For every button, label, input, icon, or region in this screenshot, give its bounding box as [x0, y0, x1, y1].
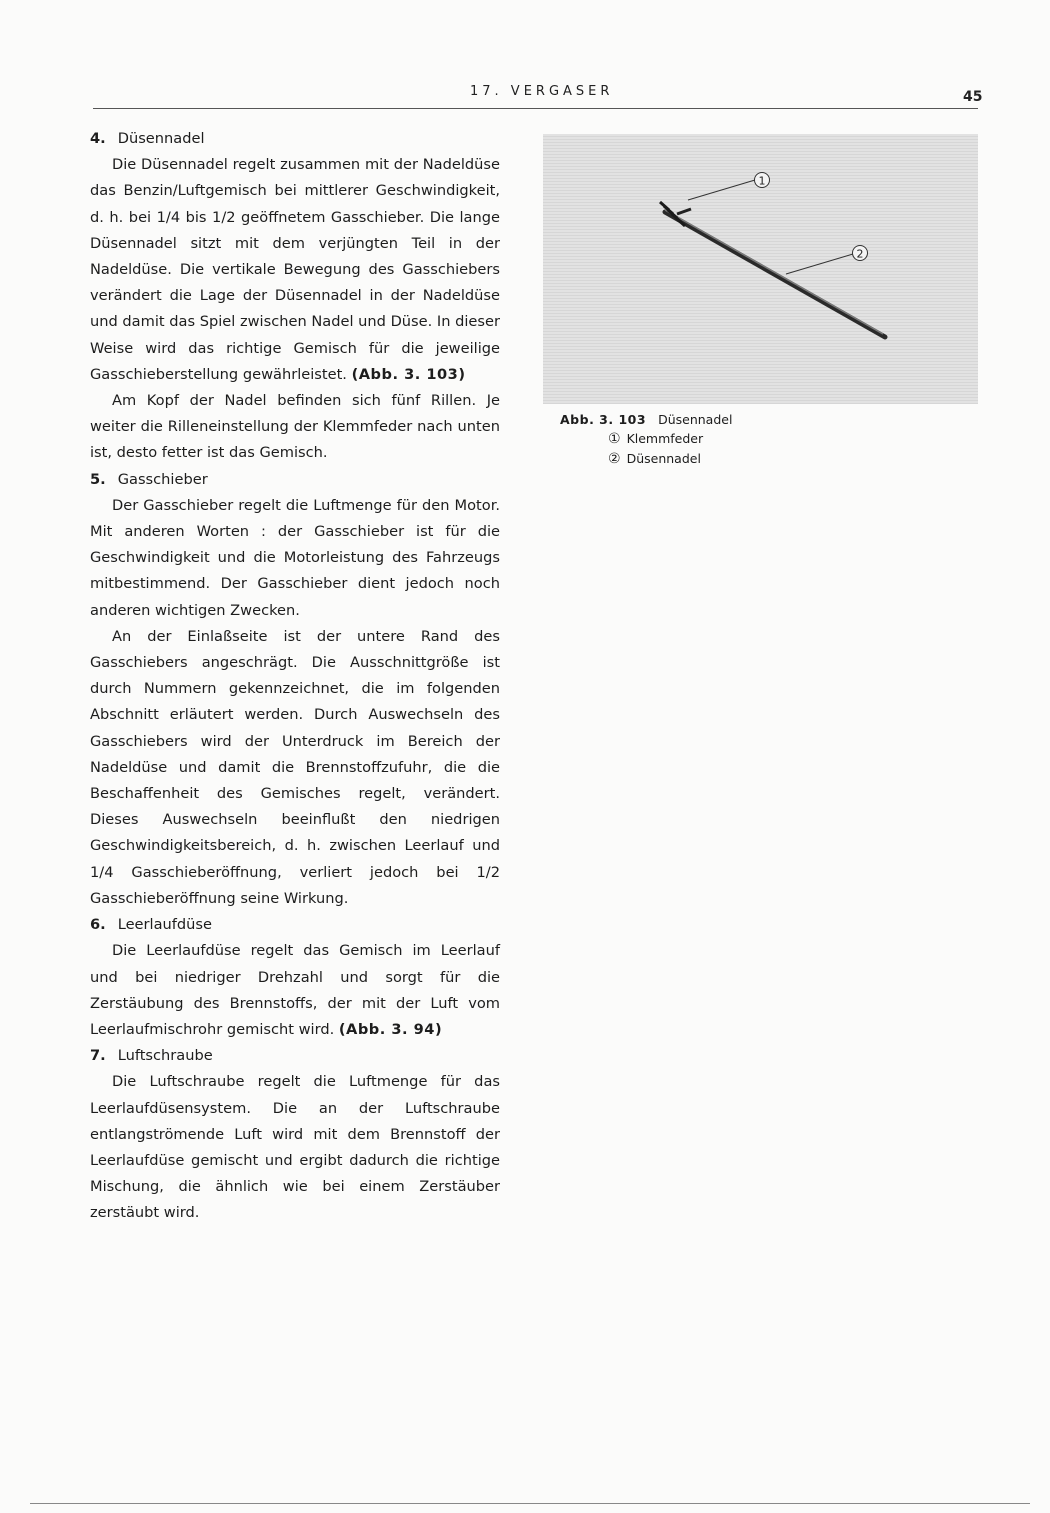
section-title: Gasschieber: [117, 470, 208, 488]
needle-shaft-highlight: [665, 210, 883, 334]
caption-item-1: [560, 429, 732, 449]
bottom-edge-line: [30, 1503, 1030, 1504]
caption-marker: ①: [608, 431, 621, 447]
section-heading-5: [90, 467, 500, 493]
paragraph: An der Einlaßseite ist der untere Rand des Gasschiebers angeschrägt. Die Ausschnittgröße ist durch Nummern gekennzeichnet, die im folgenden Abschnitt erläutert werden. Durch Auswechseln des Gasschiebers wird der Unterdruck im Bereich der Nadeldüse und damit die Brennstoffzufuhr, die die Beschaffenheit des Gemisches regelt, verändert. Dieses Auswechseln beeinflußt den niedrigen Geschwindigkeitsbereich, d. h. zwischen Leerlauf und 1/4 Gasschieberöffnung, verliert jedoch bei 1/2 Gasschieberöffnung seine Wirkung.: [90, 627, 500, 907]
paragraph: Der Gasschieber regelt die Luftmenge für den Motor. Mit anderen Worten : der Gasschieber ist für die Geschwindigkeit und die Motorleistung des Fahrzeugs mitbestimmend. Der Gasschieber dient jedoch noch anderen wichtigen Zwecken.: [90, 496, 500, 619]
callout-label-2: 2: [856, 247, 864, 261]
section-number: 7.: [90, 1047, 106, 1065]
caption-title-line: [560, 410, 732, 429]
section-number: 5.: [90, 470, 106, 488]
needle-illustration: [543, 134, 978, 404]
section-title: Luftschraube: [117, 1047, 213, 1065]
paragraph: Die Luftschraube regelt die Luftmenge für das Leerlaufdüsensystem. Die an der Luftschraube entlangströmende Luft wird mit dem Brennstoff der Leerlaufdüse gemischt und ergibt dadurch die richtige Mischung, die ähnlich wie bei einem Zerstäuber zerstäubt wird.: [90, 1073, 500, 1222]
text-column: [90, 126, 500, 1227]
caption-figure-number: Abb. 3. 103: [560, 412, 647, 427]
section-heading-7: [90, 1043, 500, 1069]
caption-item-label: Klemmfeder: [626, 431, 704, 446]
figure-reference: (Abb. 3. 103): [351, 365, 466, 383]
needle-shaft: [665, 212, 885, 337]
caption-marker: ②: [608, 451, 621, 467]
section-heading-6: [90, 912, 500, 938]
section-number: 6.: [90, 916, 106, 934]
section-title: Düsennadel: [117, 130, 205, 147]
caption-item-label: Düsennadel: [626, 451, 701, 466]
section-heading-4: [90, 126, 500, 152]
figure-caption: [560, 410, 732, 469]
callout-leader-2: [786, 254, 853, 274]
header-rule: [93, 108, 978, 109]
page-number: 45: [963, 89, 983, 105]
callout-label-1: 1: [758, 174, 766, 188]
paragraph: [90, 152, 500, 388]
caption-item-2: [560, 449, 732, 469]
figure-needle-photo: [543, 134, 978, 404]
paragraph-text: Die Düsennadel regelt zusammen mit der Nadeldüse das Benzin/Luftgemisch bei mittlerer Geschwindigkeit, d. h. bei 1/4 bis 1/2 geöffnetem Gasschieber. Die lange Düsennadel sitzt mit dem verjüngten Teil in der Nadeldüse. Die vertikale Bewegung des Gasschiebers verändert die Lage der Düsennadel in der Nadeldüse und damit das Spiel zwischen Nadel und Düse. In dieser Weise wird das richtige Gemisch für die jeweilige Gasschieberstellung gewährleistet.: [90, 156, 500, 383]
callout-leader-1: [688, 180, 755, 200]
clip-spring: [677, 209, 691, 214]
page-header-title: 17. VERGASER: [470, 84, 614, 99]
paragraph: [90, 938, 500, 1043]
caption-title: Düsennadel: [658, 412, 733, 427]
paragraph-text: Die Leerlaufdüse regelt das Gemisch im Leerlauf und bei niedriger Drehzahl und sorgt für die Zerstäubung des Brennstoffs, der mit der Luft vom Leerlaufmischrohr gemischt wird.: [90, 942, 500, 1038]
section-title: Leerlaufdüse: [117, 916, 213, 934]
figure-reference: (Abb. 3. 94): [338, 1020, 443, 1038]
paragraph: Am Kopf der Nadel befinden sich fünf Rillen. Je weiter die Rilleneinstellung der Klemmfeder nach unten ist, desto fetter ist das Gemisch.: [90, 392, 500, 462]
section-number: 4.: [90, 130, 106, 147]
